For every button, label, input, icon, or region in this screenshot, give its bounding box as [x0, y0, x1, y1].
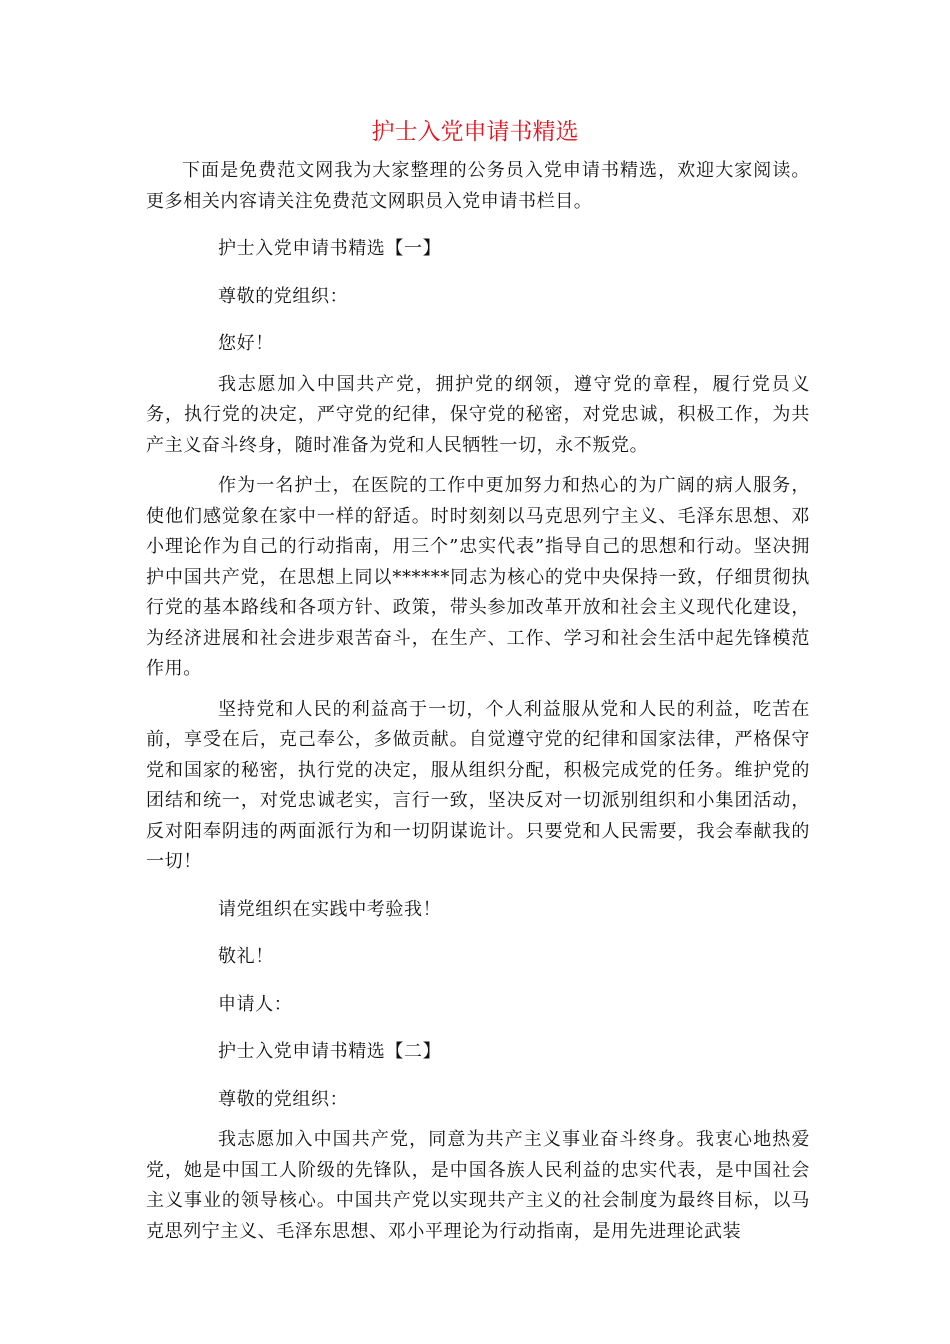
- section1-paragraph-1: 我志愿加入中国共产党，拥护党的纲领，遵守党的章程，履行党员义务，执行党的决定，严守党的纪律，保守党的秘密，对党忠诚，积极工作，为共产主义奋斗终身，随时准备为党和人民牺牲一切，永不叛党。: [146, 373, 810, 456]
- section2-paragraph-1: 我志愿加入中国共产党，同意为共产主义事业奋斗终身。我衷心地热爱党，她是中国工人阶级的先锋队，是中国各族人民利益的忠实代表，是中国社会主义事业的领导核心。中国共产党以实现共产主义的社会制度为最终目标，以马克思列宁主义、毛泽东思想、邓小平理论为行动指南，是用先进理论武装: [146, 1129, 810, 1242]
- intro-paragraph: 下面是免费范文网我为大家整理的公务员入党申请书精选，欢迎大家阅读。更多相关内容请关注免费范文网职员入党申请书栏目。: [146, 160, 810, 212]
- document-body: [146, 156, 810, 1247]
- document-title: 护士入党申请书精选: [371, 119, 579, 145]
- section1-paragraph-3: 坚持党和人民的利益高于一切，个人利益服从党和人民的利益，吃苦在前，享受在后，克己奉公，多做贡献。自觉遵守党的纪律和国家法律，严格保守党和国家的秘密，执行党的决定，服从组织分配，积极完成党的任务。维护党的团结和统一，对党忠诚老实，言行一致，坚决反对一切派别组织和小集团活动，反对阳奉阴违的两面派行为和一切阴谋诡计。只要党和人民需要，我会奉献我的一切！: [146, 698, 810, 872]
- section1-closing-request: 请党组织在实践中考验我！: [218, 898, 442, 920]
- section1-greeting: 您好！: [218, 333, 274, 354]
- section1-paragraph-2: 作为一名护士，在医院的工作中更加努力和热心的为广阔的病人服务，使他们感觉象在家中一样的舒适。时时刻刻以马克思列宁主义、毛泽东思想、邓小理论作为自己的行动指南，用三个”忠实代表”指导自己的思想和行动。坚决拥护中国共产党，在思想上同以******同志为核心的党中央保持一致，仔细贯彻执行党的基本路线和各项方针、政策，带头参加改革开放和社会主义现代化建设，为经济进展和社会进步艰苦奋斗，在生产、工作、学习和社会生活中起先锋模范作用。: [146, 475, 810, 679]
- section2-salutation: 尊敬的党组织：: [218, 1088, 349, 1110]
- section1-heading: 护士入党申请书精选【一】: [218, 238, 442, 259]
- section1-applicant: 申请人：: [218, 993, 293, 1015]
- section1-salutation: 尊敬的党组织：: [218, 285, 349, 307]
- section1-closing-salute: 敬礼！: [218, 946, 274, 967]
- section2-heading: 护士入党申请书精选【二】: [218, 1041, 442, 1062]
